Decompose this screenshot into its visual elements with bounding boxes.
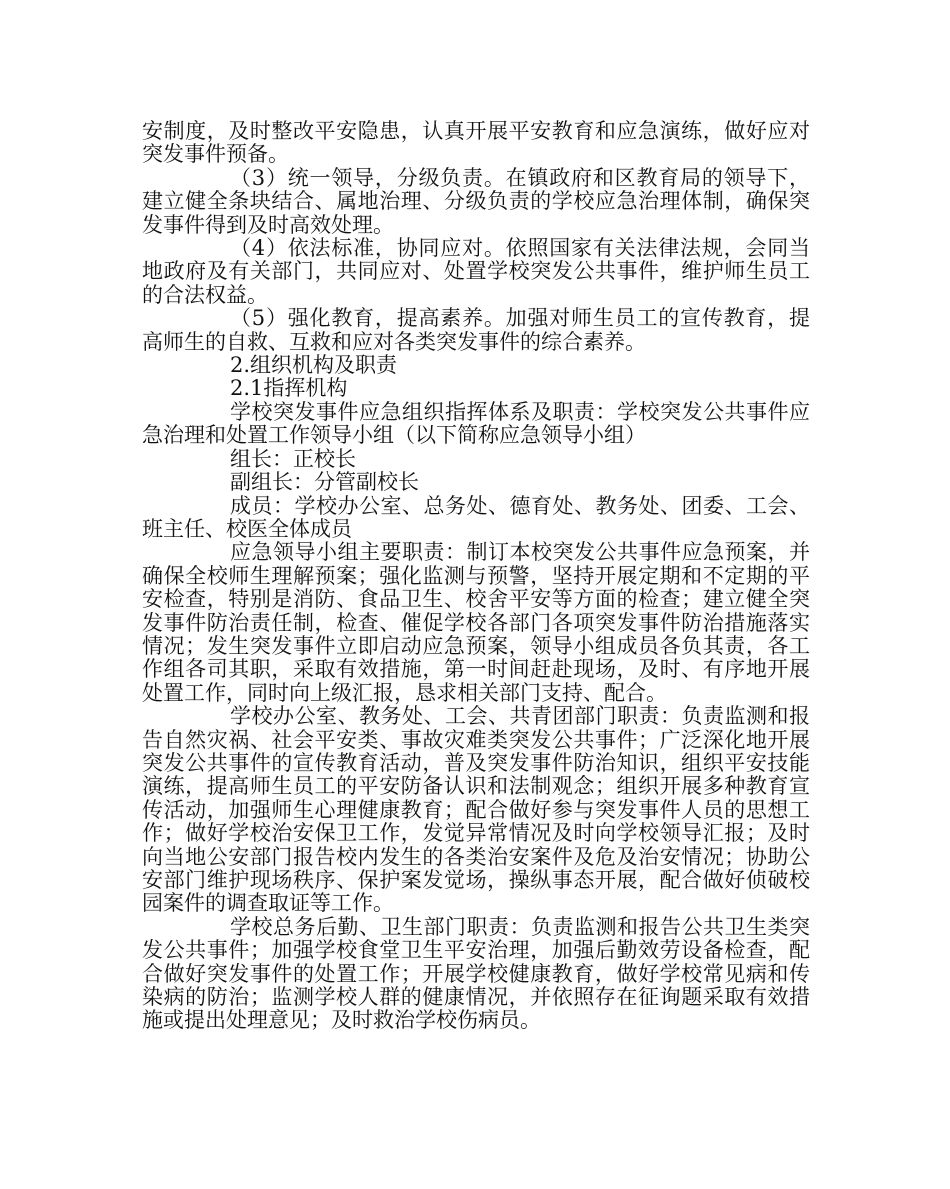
section-heading: 2.组织机构及职责 xyxy=(230,353,398,378)
paragraph: 成员：学校办公室、总务处、德育处、教务处、团委、工会、班主任、校医全体成员 xyxy=(142,493,810,541)
paragraph: 学校办公室、教务处、工会、共青团部门职责：负责监测和报告自然灾祸、社会平安类、事故灾难类突发公共事件；广泛深化地开展突发公共事件的宣传教育活动，普及突发事件防治知识，组织平安技能演练，提高师生员工的平安防备认识和法制观念；组织开展多种教育宣传活动，加强师生心理健康教育；配合做好参与突发事件人员的思想工作；做好学校治安保卫工作，发觉异常情况及时向学校领导汇报；及时向当地公安部门报告校内发生的各类治安案件及危及治安情况；协助公安部门维护现场秩序、保护案发觉场，操纵事态开展，配合做好侦破校园案件的调查取证等工作。 xyxy=(142,704,810,916)
paragraph: 副组长：分管副校长 xyxy=(230,470,419,495)
subsection-heading: 2.1指挥机构 xyxy=(230,376,348,401)
paragraph: （4）依法标准，协同应对。依照国家有关法律法规，会同当地政府及有关部门，共同应对、处置学校突发公共事件，维护师生员工的合法权益。 xyxy=(142,236,810,307)
paragraph: 安制度，及时整改平安隐患，认真开展平安教育和应急演练，做好应对突发事件预备。 xyxy=(142,119,810,167)
paragraph: 学校总务后勤、卫生部门职责：负责监测和报告公共卫生类突发公共事件；加强学校食堂卫生平安治理，加强后勤效劳设备检查，配合做好突发事件的处置工作；开展学校健康教育，做好学校常见病和传染病的防治；监测学校人群的健康情况，并依照存在征询题采取有效措施或提出处理意见；及时救治学校伤病员。 xyxy=(142,914,810,1033)
paragraph: 应急领导小组主要职责：制订本校突发公共事件应急预案，并确保全校师生理解预案；强化监测与预警，坚持开展定期和不定期的平安检查，特别是消防、食品卫生、校舍平安等方面的检查；建立健全突发事件防治责任制，检查、催促学校各部门各项突发事件防治措施落实情况；发生突发事件立即启动应急预案，领导小组成员各负其责，各工作组各司其职，采取有效措施，第一时间赶赴现场，及时、有序地开展处置工作，同时向上级汇报，恳求相关部门支持、配合。 xyxy=(142,540,810,705)
paragraph: （3）统一领导，分级负责。在镇政府和区教育局的领导下，建立健全条块结合、属地治理、分级负责的学校应急治理体制，确保突发事件得到及时高效处理。 xyxy=(142,165,810,237)
paragraph: （5）强化教育，提高素养。加强对师生员工的宣传教育，提高师生的自救、互救和应对各类突发事件的综合素养。 xyxy=(142,306,810,354)
paragraph: 学校突发事件应急组织指挥体系及职责：学校突发公共事件应急治理和处置工作领导小组（以下简称应急领导小组） xyxy=(142,399,810,448)
document-body xyxy=(142,120,810,1033)
paragraph: 组长：正校长 xyxy=(230,446,356,471)
